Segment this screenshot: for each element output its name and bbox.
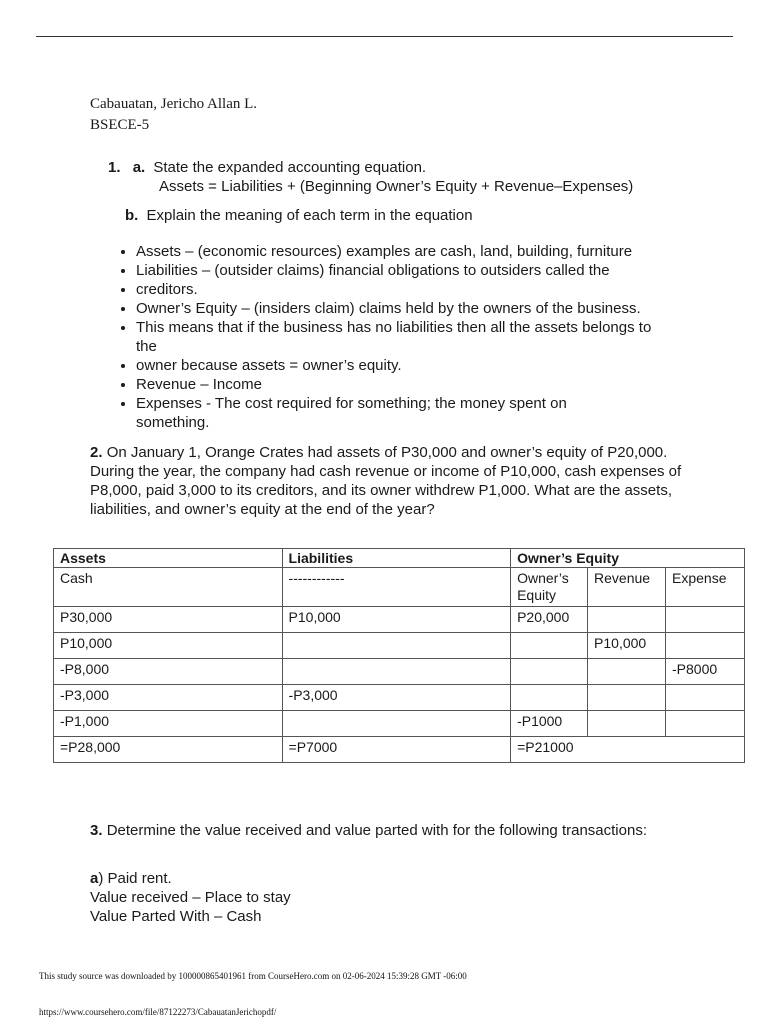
table-subheader-row	[54, 568, 745, 607]
q1-a-label: a.	[132, 159, 146, 176]
table-cell: P10,000	[54, 633, 283, 659]
table-row	[54, 685, 745, 711]
list-item: • Owner’s Equity – (insiders claim) claims held by the owners of the business.	[136, 299, 711, 318]
table-cell: -P1,000	[54, 711, 283, 737]
total-assets: =P28,000	[54, 737, 283, 763]
q2-text: On January 1, Orange Crates had assets of P30,000 and owner’s equity of P20,000. During the year, the company had cash revenue or income of P10,000, cash expenses of P8,000, paid 3,000 to its creditors, and its owner withdrew P1,000. What are the assets, liabilities, and owner’s equity at the end of the year?	[90, 444, 682, 518]
q2-number: 2.	[90, 444, 103, 461]
table-cell	[282, 633, 511, 659]
student-name: Cabauatan, Jericho Allan L.	[90, 96, 258, 112]
q1-b-line	[125, 206, 473, 225]
q1-b-label: b.	[125, 207, 139, 224]
table-cell	[666, 685, 745, 711]
q1-number: 1.	[108, 159, 121, 176]
q1-b-text: Explain the meaning of each term in the equation	[146, 207, 473, 224]
table-cell	[666, 633, 745, 659]
list-item: • creditors.	[136, 280, 711, 299]
q3-a-title: ) Paid rent.	[98, 870, 172, 887]
table-cell: -P3,000	[282, 685, 511, 711]
table-cell: -P8000	[666, 659, 745, 685]
source-url-link[interactable]: https://www.coursehero.com/file/87122273/CabauatanJerichopdf/	[39, 1007, 277, 1017]
list-item: • Revenue – Income	[136, 375, 711, 394]
list-item: • This means that if the business has no liabilities then all the assets belongs to the	[136, 318, 676, 356]
q3-text: Determine the value received and value parted with for the following transactions:	[106, 822, 647, 839]
table-cell: -P8,000	[54, 659, 283, 685]
table-row	[54, 607, 745, 633]
q3-a-label: a	[90, 870, 99, 887]
table-cell	[588, 685, 666, 711]
table-cell	[588, 607, 666, 633]
header-owners-equity: Owner’s Equity	[511, 549, 745, 568]
header-assets: Assets	[54, 549, 283, 568]
q3-value-parted: Value Parted With – Cash	[90, 908, 262, 925]
download-notice: This study source was downloaded by 100000865401961 from CourseHero.com on 02-06-2024 15:39:28 GMT -06:00	[39, 971, 467, 981]
total-liabilities: =P7000	[282, 737, 511, 763]
q1-a-line	[108, 158, 426, 177]
table-row	[54, 711, 745, 737]
table-cell	[588, 659, 666, 685]
student-section: BSECE-5	[90, 117, 150, 133]
table-cell: P30,000	[54, 607, 283, 633]
table-header-row	[54, 549, 745, 568]
subheader-owners-equity: Owner’s Equity	[511, 568, 588, 607]
table-cell	[511, 659, 588, 685]
subheader-cash: Cash	[54, 568, 283, 607]
total-owners-equity: =P21000	[511, 737, 745, 763]
table-cell	[511, 633, 588, 659]
q3-value-received: Value received – Place to stay	[90, 889, 291, 906]
table-cell	[282, 711, 511, 737]
list-item: • Assets – (economic resources) examples are cash, land, building, furniture	[136, 242, 711, 261]
accounting-equation-table	[53, 548, 745, 763]
table-cell	[588, 711, 666, 737]
table-cell: P20,000	[511, 607, 588, 633]
table-cell	[282, 659, 511, 685]
table-row	[54, 633, 745, 659]
list-item: • owner because assets = owner’s equity.	[136, 356, 711, 375]
table-cell: P10,000	[282, 607, 511, 633]
list-item: • Expenses - The cost required for something; the money spent on something.	[136, 394, 616, 432]
table-cell: -P1000	[511, 711, 588, 737]
q3-number: 3.	[90, 822, 103, 839]
q1-equation: Assets = Liabilities + (Beginning Owner’s Equity + Revenue–Expenses)	[159, 178, 634, 195]
table-totals-row	[54, 737, 745, 763]
term-definitions-list	[114, 242, 711, 432]
table-cell	[511, 685, 588, 711]
table-cell	[666, 711, 745, 737]
table-cell: P10,000	[588, 633, 666, 659]
list-item: • Liabilities – (outsider claims) financial obligations to outsiders called the	[136, 261, 711, 280]
top-rule	[36, 36, 733, 37]
q3-a-title-line	[90, 869, 291, 888]
subheader-expense: Expense	[666, 568, 745, 607]
student-header	[90, 94, 257, 136]
q2-prompt	[90, 443, 690, 519]
subheader-revenue: Revenue	[588, 568, 666, 607]
table-cell	[666, 607, 745, 633]
q3-prompt	[90, 821, 650, 840]
subheader-liabilities: ------------	[282, 568, 511, 607]
q3-a-block	[90, 869, 291, 926]
q1-a-text: State the expanded accounting equation.	[153, 159, 427, 176]
table-row	[54, 659, 745, 685]
header-liabilities: Liabilities	[282, 549, 511, 568]
table-cell: -P3,000	[54, 685, 283, 711]
